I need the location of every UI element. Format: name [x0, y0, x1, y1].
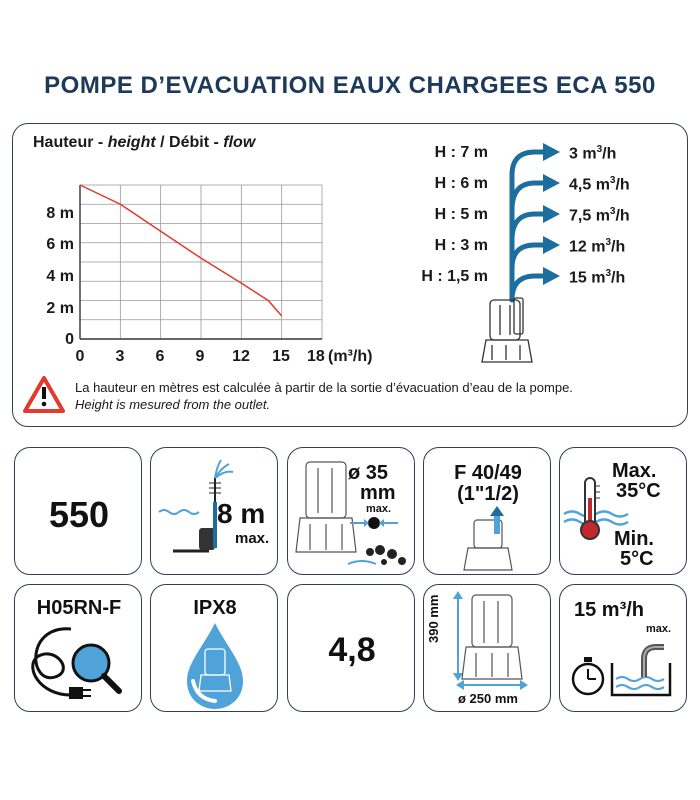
cable-magnifier-icon	[15, 585, 142, 712]
temp-max-label: Max.	[612, 460, 657, 482]
weight-tile	[287, 584, 415, 712]
height-label: H : 1,5 m	[421, 268, 488, 285]
height-label: H : 5 m	[434, 206, 488, 223]
x-tick-label: 15	[272, 348, 290, 365]
height-note	[75, 379, 573, 413]
outlet-thread-tile	[423, 447, 551, 575]
particle-value: ø 35	[348, 462, 389, 484]
power-tile	[14, 447, 142, 575]
ip-rating-tile	[150, 584, 278, 712]
flow-label: 4,5 $m^3/h$	[569, 175, 630, 194]
thread-inch: (1"1/2)	[457, 483, 519, 505]
diameter-dimension: ø 250 mm	[458, 691, 518, 706]
temperature-tile	[559, 447, 687, 575]
y-tick-label: 6 m	[46, 236, 74, 253]
x-tick-label: 9	[195, 348, 205, 365]
y-tick-label: 0	[65, 331, 74, 348]
stopwatch-tank-icon	[560, 585, 687, 712]
temp-min-value: 5°C	[620, 548, 654, 570]
particle-size-tile	[287, 447, 415, 575]
note-fr: La hauteur en mètres est calculée à partir de la sortie d’évacuation d’eau de la pompe.	[75, 380, 573, 395]
y-tick-label: 8 m	[46, 205, 74, 222]
flow-label: 3 $m^3/h$	[569, 144, 617, 163]
ip-value: IPX8	[193, 597, 237, 619]
thermometer-icon	[560, 448, 687, 575]
water-drop-icon	[151, 585, 278, 712]
max-head-tile	[150, 447, 278, 575]
flow-label: 12 $m^3/h$	[569, 237, 626, 256]
x-tick-label: 6	[155, 348, 165, 365]
chart-title: Hauteur - height / Débit - flow	[33, 134, 256, 151]
flow-label: 15 $m^3/h$	[569, 268, 626, 287]
note-en: Height is mesured from the outlet.	[75, 397, 271, 412]
temp-max-value: 35°C	[616, 480, 661, 502]
height-dimension: 390 mm	[426, 594, 441, 643]
flow-value: 15 m³/h	[574, 599, 645, 621]
dimensions-tile	[423, 584, 551, 712]
height-label: H : 6 m	[434, 175, 488, 192]
head-value: 8 m	[217, 498, 266, 529]
outlet-pump-icon	[424, 448, 551, 575]
max-flow-tile	[559, 584, 687, 712]
thread-value: F 40/49	[454, 462, 522, 484]
cable-value: H05RN-F	[36, 597, 122, 619]
power-value: 550	[48, 494, 110, 535]
flow-label: 7,5 $m^3/h$	[569, 206, 630, 225]
x-tick-label: 12	[232, 348, 250, 365]
page-title: POMPE D’EVACUATION EAUX CHARGEES ECA 550	[44, 72, 656, 99]
x-tick-label: 18	[307, 348, 325, 365]
head-max-label: max.	[235, 530, 270, 547]
height-label: H : 3 m	[434, 237, 488, 254]
height-label: H : 7 m	[434, 144, 488, 161]
y-tick-label: 4 m	[46, 268, 74, 285]
weight-value: 4,8	[328, 631, 376, 669]
temp-min-label: Min.	[614, 528, 654, 550]
particle-unit: mm	[360, 482, 396, 504]
x-axis-unit: (m³/h)	[328, 348, 373, 365]
flow-max-label: max.	[646, 623, 672, 635]
x-tick-label: 3	[115, 348, 125, 365]
particle-max-label: max.	[366, 503, 392, 515]
cable-tile	[14, 584, 142, 712]
y-tick-label: 2 m	[46, 300, 74, 317]
x-tick-label: 0	[75, 348, 85, 365]
